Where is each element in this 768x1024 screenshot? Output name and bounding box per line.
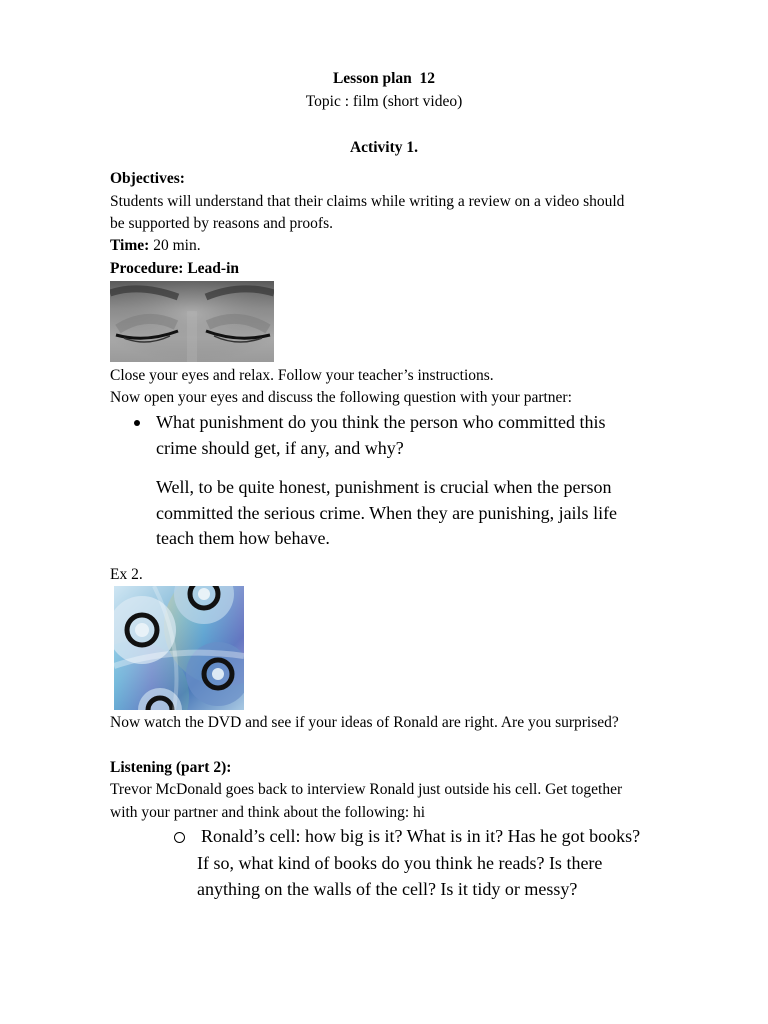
topic-line: Topic : film (short video) — [305, 93, 463, 110]
activity-heading: Activity 1. — [349, 139, 418, 156]
time-value: 20 min. — [149, 237, 201, 254]
bullet-icon — [134, 420, 140, 426]
closed-eyes-image — [110, 281, 274, 362]
listening-line1: Trevor McDonald goes back to interview Ronald just outside his cell. Get together — [110, 781, 623, 798]
listening-label: Listening (part 2): — [110, 759, 232, 776]
cell-question-line2: If so, what kind of books do you think he reads? Is there — [197, 853, 603, 873]
answer-line3: teach them how behave. — [156, 528, 330, 548]
dvd-discs-image — [114, 586, 244, 710]
cell-question-line1: Ronald’s cell: how big is it? What is in it? Has he got books? — [201, 826, 641, 846]
objectives-text-line1: Students will understand that their claims while writing a review on a video should — [110, 193, 625, 210]
leadin-line2: Now open your eyes and discuss the following question with your partner: — [110, 389, 572, 406]
ex2-instruction: Now watch the DVD and see if your ideas of Ronald are right. Are you surprised? — [110, 714, 619, 731]
listening-line2: with your partner and think about the following: hi — [110, 804, 426, 821]
lesson-title: Lesson plan 12 — [332, 70, 436, 87]
question-line2: crime should get, if any, and why? — [156, 438, 404, 458]
question-line1: What punishment do you think the person who committed this — [156, 412, 606, 432]
leadin-line1: Close your eyes and relax. Follow your teacher’s instructions. — [110, 367, 494, 384]
answer-line2: committed the serious crime. When they are punishing, jails life — [156, 503, 618, 523]
time-line — [110, 237, 201, 255]
cell-question-line3: anything on the walls of the cell? Is it tidy or messy? — [197, 879, 578, 899]
ex2-label: Ex 2. — [110, 566, 143, 583]
time-label: Time: — [110, 237, 150, 254]
answer-line1: Well, to be quite honest, punishment is crucial when the person — [156, 477, 612, 497]
circle-bullet-icon — [174, 832, 185, 843]
objectives-text-line2: be supported by reasons and proofs. — [110, 215, 333, 232]
procedure-label: Procedure: Lead-in — [110, 260, 240, 277]
objectives-label: Objectives: — [110, 170, 185, 187]
